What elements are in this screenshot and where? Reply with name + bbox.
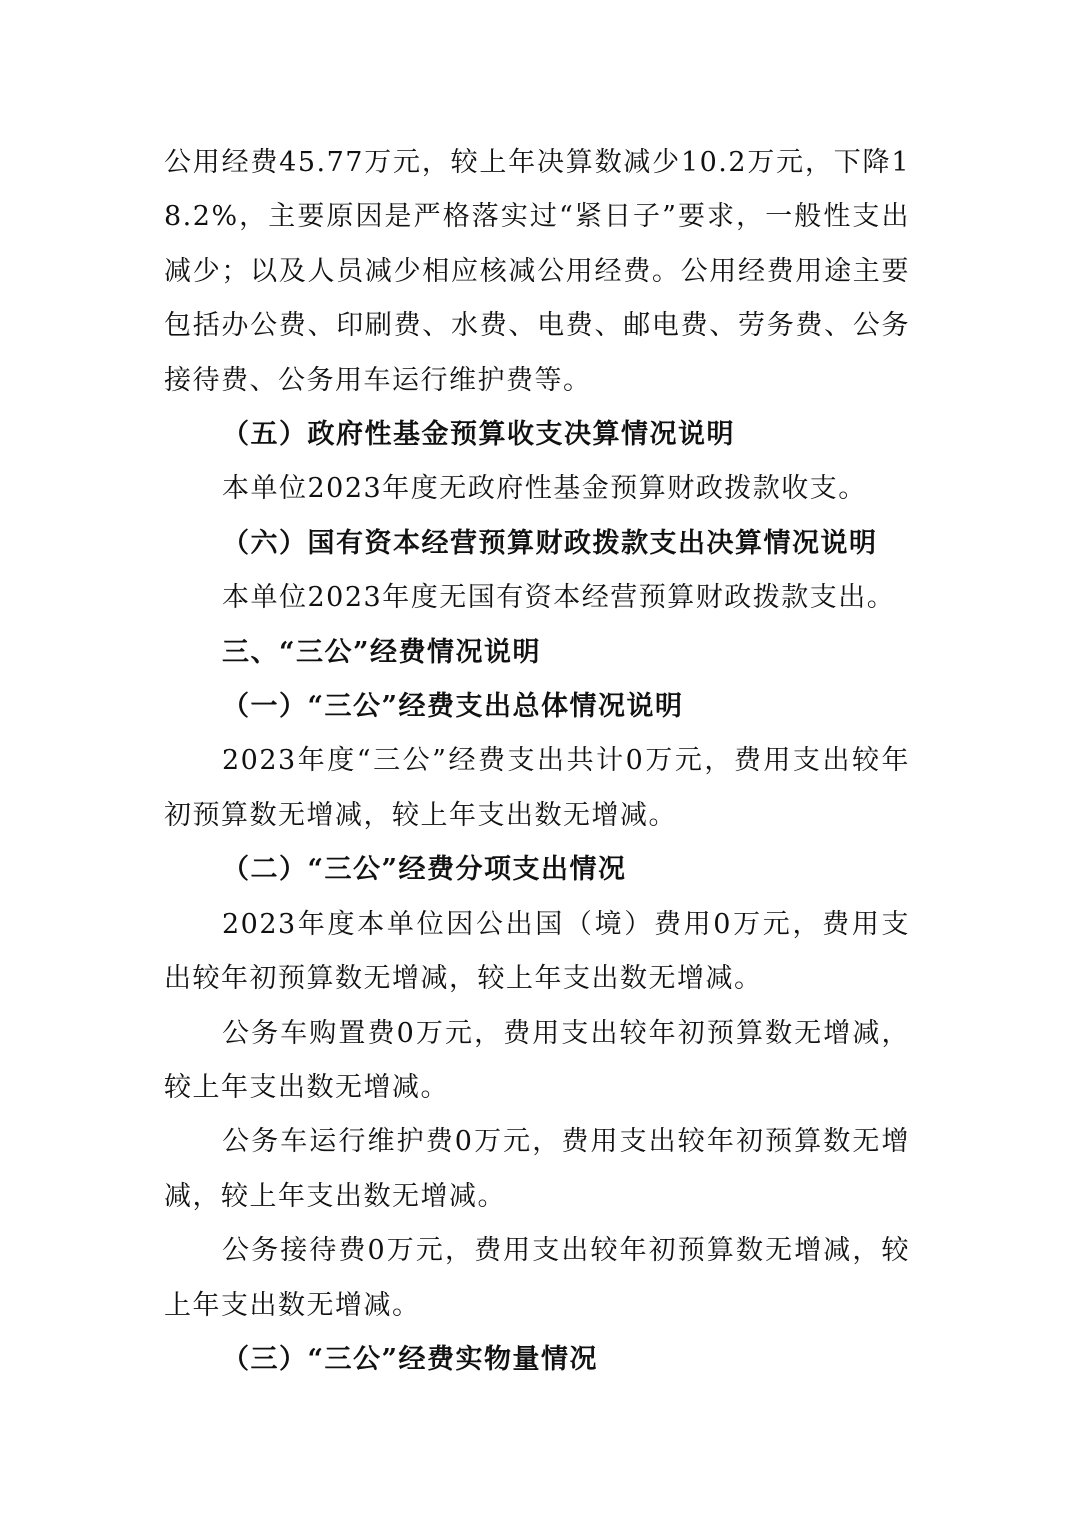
paragraph-overseas-travel: 2023年度本单位因公出国（境）费用0万元，费用支出较年初预算数无增减，较上年支出数无增减。: [164, 908, 910, 995]
paragraph-vehicle-maintenance: 公务车运行维护费0万元，费用支出较年初预算数无增减，较上年支出数无增减。: [164, 1126, 910, 1212]
paragraph-public-expenses: 公用经费45.77万元，较上年决算数减少10.2万元，下降18.2%，主要原因是严格落实过“紧日子”要求，一般性支出减少；以及人员减少相应核减公用经费。公用经费用途主要包括办公费、印刷费、水费、电费、邮电费、劳务费、公务接待费、公务用车运行维护费等。: [164, 147, 910, 396]
heading-state-capital-budget: （六）国有资本经营预算财政拨款支出决算情况说明: [222, 527, 878, 559]
paragraph-vehicle-purchase: 公务车购置费0万元，费用支出较年初预算数无增减，较上年支出数无增减。: [164, 1017, 910, 1103]
heading-government-fund-budget: （五）政府性基金预算收支决算情况说明: [222, 419, 735, 451]
paragraph-reception: 公务接待费0万元，费用支出较年初预算数无增减，较上年支出数无增减。: [164, 1235, 910, 1321]
paragraph-state-capital-none: 本单位2023年度无国有资本经营预算财政拨款支出。: [222, 582, 896, 614]
paragraph-three-public-total: 2023年度“三公”经费支出共计0万元，费用支出较年初预算数无增减，较上年支出数无增减。: [164, 745, 910, 831]
section-heading-three-public: 三、“三公”经费情况说明: [222, 636, 542, 668]
heading-three-public-itemized: （二）“三公”经费分项支出情况: [222, 854, 627, 886]
heading-three-public-overall: （一）“三公”经费支出总体情况说明: [222, 691, 684, 723]
heading-three-public-physical: （三）“三公”经费实物量情况: [222, 1343, 599, 1375]
document-page: [164, 136, 910, 1387]
paragraph-government-fund-none: 本单位2023年度无政府性基金预算财政拨款收支。: [222, 473, 867, 505]
